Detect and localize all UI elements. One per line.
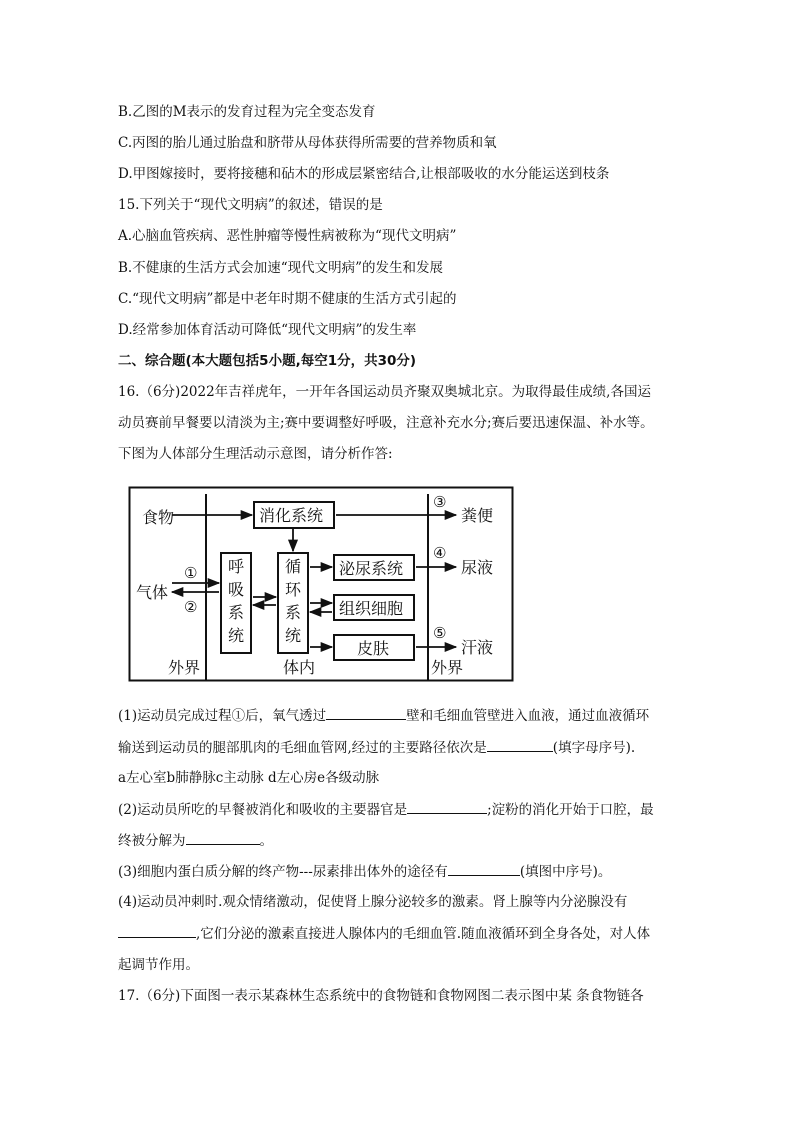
circulatory-char-2: 环	[285, 580, 302, 599]
q16-3-text-b: (填图中序号)。	[519, 864, 612, 880]
physiology-diagram	[128, 486, 514, 682]
q16-4-line3: 起调节作用。	[118, 957, 199, 973]
circulatory-char-3: 系	[285, 603, 302, 622]
tissue-label: 组织细胞	[339, 599, 404, 618]
q16-3-text-a: (3)细胞内蛋白质分解的终产物---尿素排出体外的途径有	[118, 864, 448, 880]
question-16-line1: 16.（6分)2022年吉祥虎年，一开年各国运动员齐聚双奥城北京。为取得最佳成绩,各国运	[118, 384, 651, 400]
option-d-14: D.甲图嫁接时，要将接穗和砧木的形成层紧密结合,让根部吸收的水分能运送到枝条	[118, 166, 610, 182]
option-a-15: A.心脑血管疾病、恶性肿瘤等慢性病被称为“现代文明病”	[118, 228, 457, 244]
question-16-line3: 下图为人体部分生理活动示意图，请分析作答:	[118, 446, 393, 462]
label-n3: ③	[433, 493, 447, 511]
label-external-left: 外界	[168, 658, 201, 677]
label-n5: ⑤	[433, 624, 447, 642]
question-15: 15.下列关于“现代文明病”的叙述，错误的是	[118, 197, 383, 213]
q16-1-text-d: (填字母序号).	[552, 740, 636, 756]
answer-blank-1[interactable]	[326, 705, 406, 720]
q16-1-text-b: 壁和毛细血管壁进入血液，通过血液循环	[406, 708, 650, 724]
label-n1: ①	[184, 564, 198, 582]
q16-2-text-a: (2)运动员所吃的早餐被消化和吸收的主要器官是	[118, 802, 408, 818]
answer-blank-4[interactable]	[186, 830, 260, 845]
q16-2-text-d: 。	[259, 833, 273, 849]
label-n4: ④	[433, 544, 447, 562]
question-16-line2: 动员赛前早餐要以清淡为主;赛中要调整好呼吸，注意补充水分;赛后要迅速保温、补水等。	[118, 415, 654, 431]
option-b-14: B.乙图的M表示的发育过程为完全变态发育	[118, 104, 376, 120]
q16-2-line1	[118, 799, 654, 820]
q16-1-line1	[118, 705, 649, 726]
digestive-label: 消化系统	[259, 506, 324, 525]
respiratory-char-3: 系	[228, 603, 245, 622]
skin-label: 皮肤	[357, 639, 390, 658]
option-c-15: C.“现代文明病”都是中老年时期不健康的生活方式引起的	[118, 291, 457, 307]
q16-1-options: a左心室b肺静脉c主动脉 d左心房e各级动脉	[118, 770, 380, 786]
answer-blank-2[interactable]	[487, 737, 553, 752]
label-external-right: 外界	[431, 658, 464, 677]
option-c-14: C.丙图的胎儿通过胎盘和脐带从母体获得所需要的营养物质和氧	[118, 135, 497, 151]
q16-1-text-c: 输送到运动员的腿部肌肉的毛细血管网,经过的主要路径依次是	[118, 740, 487, 756]
label-feces: 粪便	[461, 506, 494, 525]
respiratory-char-2: 吸	[228, 580, 245, 599]
respiratory-char-1: 呼	[228, 557, 245, 576]
circulatory-char-4: 统	[285, 626, 302, 645]
label-sweat: 汗液	[461, 638, 494, 657]
q16-2-line2	[118, 830, 273, 851]
q16-1-line2	[118, 737, 635, 758]
q16-4-line2	[118, 923, 650, 944]
option-b-15: B.不健康的生活方式会加速“现代文明病”的发生和发展	[118, 260, 444, 276]
section-heading: 二、综合题(本大题包括5小题,每空1分，共30分)	[118, 353, 417, 369]
answer-blank-3[interactable]	[407, 799, 487, 814]
answer-blank-5[interactable]	[448, 861, 520, 876]
q16-4-line1: (4)运动员冲刺时.观众情绪激动，促使肾上腺分泌较多的激素。肾上腺等内分泌腺没有	[118, 894, 628, 910]
q16-2-text-c: 终被分解为	[118, 833, 186, 849]
label-food: 食物	[142, 508, 175, 527]
q16-4-text-b: ,它们分泌的激素直接进人腺体内的毛细血管.随血液循环到全身各处，对人体	[196, 926, 651, 942]
question-17: 17.（6分)下面图一表示某森林生态系统中的食物链和食物网图二表示图中某 条食物链各	[118, 988, 644, 1004]
label-internal: 体内	[283, 658, 316, 677]
q16-3-line	[118, 861, 611, 882]
q16-1-text-a: (1)运动员完成过程①后，氧气透过	[118, 708, 327, 724]
label-gas: 气体	[136, 583, 169, 602]
answer-blank-6[interactable]	[118, 923, 196, 938]
label-urine: 尿液	[461, 558, 494, 577]
label-n2: ②	[184, 598, 198, 616]
circulatory-char-1: 循	[285, 557, 302, 576]
q16-2-text-b: ;淀粉的消化开始于口腔，最	[487, 802, 654, 818]
option-d-15: D.经常参加体育活动可降低“现代文明病”的发生率	[118, 322, 417, 338]
respiratory-char-4: 统	[228, 626, 245, 645]
urinary-label: 泌尿系统	[339, 559, 404, 578]
